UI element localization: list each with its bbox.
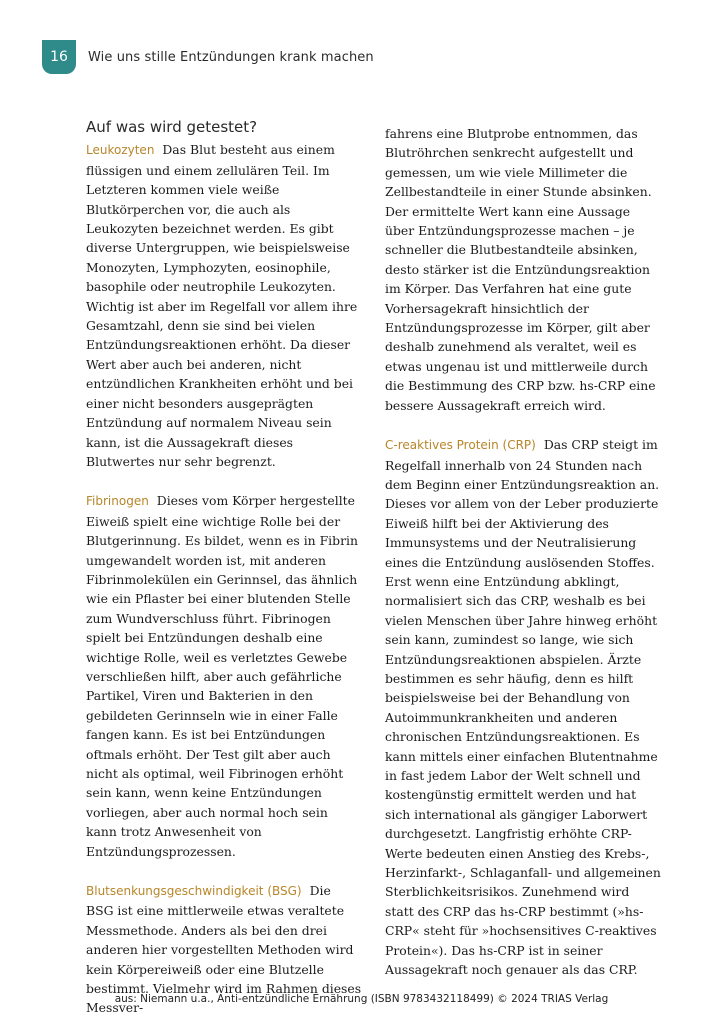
term-leukozyten: Leukozyten <box>86 143 155 158</box>
text-bsg-continued: fahrens eine Blutprobe entnommen, das Blutröhrchen senkrecht aufgestellt und gemessen, um wie viele Millimeter die Zellbestandteile in einer Stunde absinken. Der ermittelte Wert kann eine Aussage über Entzündungsprozesse machen – je schneller die Blutbestandteile absinken, desto stärker ist die Entzündungsreaktion im Körper. Das Verfahren hat eine gute Vorhersagekraft hinsichtlich der Entzündungsprozesse im Körper, gilt aber deshalb zunehmend als veraltet, weil es etwas ungenau ist und mittlerweile durch die Bestimmung des CRP bzw. hs-CRP eine bessere Aussagekraft erreich wird. <box>385 126 656 413</box>
text-crp: Das CRP steigt im Regelfall innerhalb von 24 Stunden nach dem Beginn einer Entzündungsreaktion an. Dieses vor allem von der Leber produzierte Eiweiß hilft bei der Aktivierung des Immunsystems und der Neutralisierung eines die Entzündung auslösenden Stoffes. Erst wenn eine Entzündung abklingt, normalisiert sich das CRP, weshalb es bei vielen Menschen über Jahre hinweg erhöht sein kann, zumindest so lange, wie sich Entzündungsreaktionen abspielen. Ärzte bestimmen es sehr häufig, denn es hilft beispielsweise bei der Behandlung von Autoimmunkrankheiten und anderen chronischen Entzündungsreaktionen. Es kann mittels einer einfachen Blutentnahme in fast jedem Labor der Welt schnell und kostengünstig ermittelt werden und hat sich international als gängiger Laborwert durchgesetzt. Langfristig erhöhte CRP-Werte bedeuten einen Anstieg des Krebs-, Herzinfarkt-, Schlaganfall- und allgemeinen Sterblichkeitsrisikos. Zunehmend wird statt des CRP das hs-CRP bestimmt (»hs-CRP« steht für »hochsensitives C-reaktives Protein«). Das hs-CRP ist in seiner Aussagekraft noch genauer als das CRP. <box>385 437 661 978</box>
term-crp: C-reaktives Protein (CRP) <box>385 438 536 453</box>
paragraph-leukozyten <box>86 140 362 471</box>
page-number-badge: 16 <box>42 40 76 74</box>
paragraph-crp <box>385 435 661 979</box>
right-column <box>385 124 661 979</box>
page-header <box>42 40 374 74</box>
term-fibrinogen: Fibrinogen <box>86 494 149 509</box>
text-fibrinogen: Dieses vom Körper hergestellte Eiweiß spielt eine wichtige Rolle bei der Blutgerinnung. Es bildet, wenn es in Fibrin umgewandelt worden ist, mit anderen Fibrinmolekülen ein Gerinnsel, das ähnlich wie ein Pflaster bei einer blutenden Stelle zum Wundverschluss führt. Fibrinogen spielt bei Entzündungen deshalb eine wichtige Rolle, weil es verletztes Gewebe verschließen hilft, aber auch gefährliche Partikel, Viren und Bakterien in den gebildeten Gerinnseln wie in einer Falle fangen kann. Es ist bei Entzündungen oftmals erhöht. Der Test gilt aber auch nicht als optimal, weil Fibrinogen erhöht sein kann, wenn keine Entzündungen vorliegen, aber auch normal hoch sein kann trotz Anwesenheit von Entzündungsprozessen. <box>86 493 358 859</box>
paragraph-fibrinogen <box>86 491 362 861</box>
paragraph-bsg-continued <box>385 124 661 415</box>
term-bsg: Blutsenkungsgeschwindigkeit (BSG) <box>86 884 302 899</box>
text-leukozyten: Das Blut besteht aus einem flüssigen und einem zellulären Teil. Im Letzteren kommen viele weiße Blutkörperchen vor, die auch als Leukozyten bezeichnet werden. Es gibt diverse Untergruppen, wie beispielsweise Monozyten, Lymphozyten, eosinophile, basophile oder neutrophile Leukozyten. Wichtig ist aber im Regelfall vor allem ihre Gesamtzahl, denn sie sind bei vielen Entzündungsreaktionen erhöht. Da dieser Wert aber auch bei anderen, nicht entzündlichen Krankheiten erhöht und bei einer nicht besonders ausgeprägten Entzündung auf normalem Niveau sein kann, ist die Aussagekraft dieses Blutwertes nur sehr begrenzt. <box>86 142 358 469</box>
running-title: Wie uns stille Entzündungen krank machen <box>88 49 374 65</box>
footer-citation: aus: Niemann u.a., Anti-entzündliche Ernährung (ISBN 9783432118499) © 2024 TRIAS Verlag <box>114 993 609 1005</box>
section-heading: Auf was wird getestet? <box>86 118 258 136</box>
text-bsg-start: Die BSG ist eine mittlerweile etwas veraltete Messmethode. Anders als bei den drei anderen hier vorgestellten Methoden wird kein Körpereiweiß oder eine Blutzelle bestimmt. Vielmehr wird im Rahmen dieses Messver- <box>86 883 362 1016</box>
